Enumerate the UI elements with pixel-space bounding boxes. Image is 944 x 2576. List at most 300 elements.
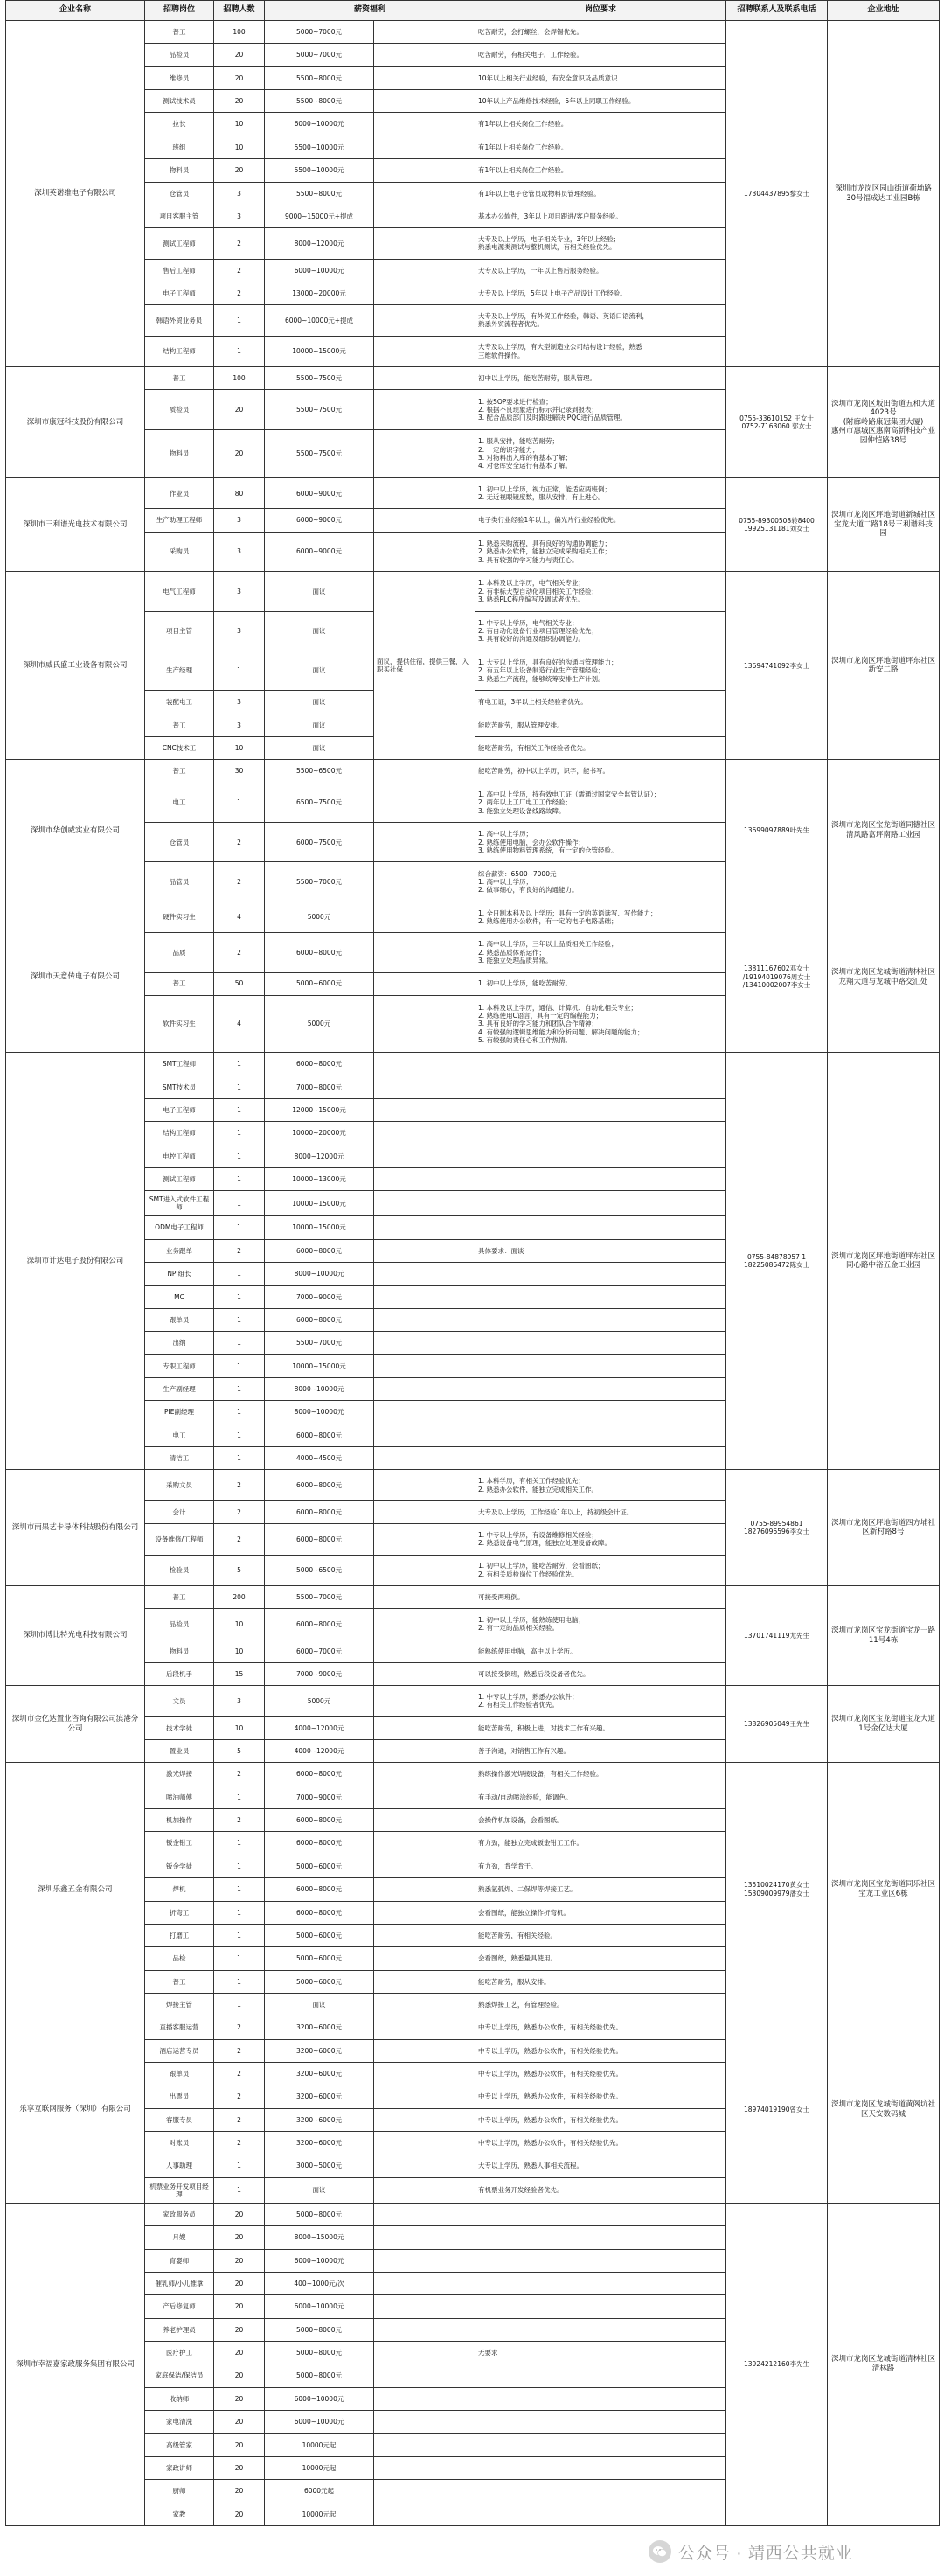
company-name: 深圳市幸福嘉家政服务集团有限公司 bbox=[6, 2203, 145, 2525]
requirement-line: 3. 熟悉PLC程序编写及调试者优先。 bbox=[478, 595, 584, 604]
job-post: 维修员 bbox=[145, 66, 214, 89]
contact-phone: 17304437895黎女士 bbox=[726, 21, 828, 367]
job-salary: 3000~5000元 bbox=[265, 2155, 374, 2177]
job-salary: 5000元 bbox=[265, 995, 374, 1052]
job-requirements bbox=[475, 1947, 726, 1970]
requirement-line: 有1年以上相关岗位工作经验。 bbox=[478, 166, 568, 175]
job-salary: 5000~8000元 bbox=[265, 2318, 374, 2341]
requirement-line: 能吃苦耐劳，有相关工作经验者优先。 bbox=[478, 743, 590, 752]
job-requirements bbox=[475, 2387, 726, 2410]
job-salary: 7000~9000元 bbox=[265, 1786, 374, 1808]
job-requirements bbox=[475, 1855, 726, 1877]
job-requirements bbox=[475, 1640, 726, 1662]
job-salary: 6000~8000元 bbox=[265, 1424, 374, 1446]
requirement-line: 5. 有较强的责任心和工作热情。 bbox=[478, 1036, 573, 1045]
requirement-line: 大专及以上学历，工作经验1年以上，持初级会计证。 bbox=[478, 1507, 634, 1516]
job-salary: 6000~8000元 bbox=[265, 1524, 374, 1555]
job-benefit-empty bbox=[374, 783, 475, 822]
job-post: 跟单员 bbox=[145, 2063, 214, 2085]
job-benefit-empty bbox=[374, 532, 475, 571]
job-count: 15 bbox=[214, 1662, 265, 1685]
requirement-line: 2. 熟悉品质体系运作； bbox=[478, 948, 546, 957]
job-count: 20 bbox=[214, 2342, 265, 2364]
job-benefit-empty bbox=[374, 823, 475, 862]
job-requirements bbox=[475, 1524, 726, 1555]
table-row bbox=[6, 1470, 940, 1500]
job-benefit-empty bbox=[374, 2456, 475, 2479]
job-salary: 5000元 bbox=[265, 1686, 374, 1716]
requirement-line: 大专及以上学历，5年以上电子产品设计工作经验。 bbox=[478, 289, 627, 297]
requirement-line: 熟悉氩弧焊、二保焊等焊接工艺。 bbox=[478, 1885, 577, 1894]
job-count: 1 bbox=[214, 1285, 265, 1308]
company-address: 深圳市龙岗区龙城街道黄阁坑社区天安数码城 bbox=[828, 2016, 940, 2204]
job-benefit-empty bbox=[374, 1500, 475, 1523]
job-benefit-empty bbox=[374, 2249, 475, 2272]
job-count: 2 bbox=[214, 2063, 265, 2085]
job-benefit-empty bbox=[374, 1191, 475, 1216]
job-benefit-empty bbox=[374, 2016, 475, 2039]
job-count: 2 bbox=[214, 1763, 265, 1786]
job-post: 酒店运营专员 bbox=[145, 2039, 214, 2062]
job-salary: 5500~8000元 bbox=[265, 182, 374, 205]
job-salary: 5500~8000元 bbox=[265, 66, 374, 89]
job-count: 1 bbox=[214, 1354, 265, 1377]
job-count: 20 bbox=[214, 90, 265, 113]
job-requirements bbox=[475, 2155, 726, 2177]
job-requirements bbox=[475, 2480, 726, 2503]
job-count: 20 bbox=[214, 66, 265, 89]
job-benefit-empty bbox=[374, 1970, 475, 1993]
job-post: 设备维修/工程师 bbox=[145, 1524, 214, 1555]
requirement-line: 3. 能独立处理设备线路故障。 bbox=[478, 806, 566, 815]
requirement-line: 中专以上学历，熟悉办公软件，有相关经验优先。 bbox=[478, 2139, 623, 2148]
requirement-line: 中专以上学历，熟悉办公软件，有相关经验优先。 bbox=[478, 2023, 623, 2032]
job-salary: 5000~6000元 bbox=[265, 972, 374, 995]
job-post: 普工 bbox=[145, 1585, 214, 1608]
job-post: 育婴师 bbox=[145, 2249, 214, 2272]
job-salary: 8000~10000元 bbox=[265, 1378, 374, 1401]
job-post: 普工 bbox=[145, 367, 214, 390]
job-count: 5 bbox=[214, 1740, 265, 1763]
contact-phone: 13694741092李女士 bbox=[726, 572, 828, 760]
job-benefit-empty bbox=[374, 1263, 475, 1285]
job-salary: 10000元起 bbox=[265, 2433, 374, 2456]
job-post: 催乳师/小儿推拿 bbox=[145, 2273, 214, 2295]
job-benefit-empty bbox=[374, 182, 475, 205]
job-salary: 6000~9000元 bbox=[265, 532, 374, 571]
job-post: 置业员 bbox=[145, 1740, 214, 1763]
job-count: 20 bbox=[214, 390, 265, 429]
job-count: 3 bbox=[214, 205, 265, 227]
job-salary: 面议 bbox=[265, 736, 374, 759]
requirement-line: 熟悉外贸流程者优先。 bbox=[478, 320, 545, 329]
requirement-line: 综合薪资：6500~7000元 bbox=[478, 869, 557, 878]
job-salary: 13000~20000元 bbox=[265, 282, 374, 304]
job-salary: 6000~10000元 bbox=[265, 259, 374, 282]
job-requirements bbox=[475, 509, 726, 532]
job-benefit-empty bbox=[374, 1993, 475, 2016]
requirement-line: 可以接受倒班，熟悉后段设备者优先。 bbox=[478, 1669, 590, 1678]
requirement-line: 2. 熟练使用办公软件，有一定的电子电路基础； bbox=[478, 916, 618, 925]
job-benefit-empty bbox=[374, 2318, 475, 2341]
job-salary: 6000~10000元 bbox=[265, 2387, 374, 2410]
job-salary: 5000~8000元 bbox=[265, 2364, 374, 2387]
job-benefit-empty bbox=[374, 2039, 475, 2062]
job-requirements bbox=[475, 1786, 726, 1808]
company-name: 深圳市金亿达置业咨询有限公司滨港分公司 bbox=[6, 1686, 145, 1763]
job-requirements bbox=[475, 1500, 726, 1523]
job-benefit-empty bbox=[374, 136, 475, 158]
job-requirements bbox=[475, 1168, 726, 1191]
job-count: 1 bbox=[214, 1263, 265, 1285]
job-count: 100 bbox=[214, 21, 265, 44]
job-count: 3 bbox=[214, 714, 265, 736]
requirement-line: 2. 有自动化设备行业项目管理经验优先； bbox=[478, 627, 599, 636]
requirement-line: 大专及以上学历，有大型制造业公司结构设计经验，熟悉 bbox=[478, 343, 642, 352]
job-benefit-empty bbox=[374, 1145, 475, 1167]
job-salary: 8000~10000元 bbox=[265, 1263, 374, 1285]
job-salary: 面议 bbox=[265, 572, 374, 611]
job-count: 1 bbox=[214, 1145, 265, 1167]
requirement-line: 2. 熟练使用电脑，会办公软件操作； bbox=[478, 838, 586, 846]
table-body bbox=[6, 21, 940, 2526]
job-count: 1 bbox=[214, 1168, 265, 1191]
header-count: 招聘人数 bbox=[214, 1, 265, 21]
job-requirements bbox=[475, 390, 726, 429]
job-requirements bbox=[475, 2132, 726, 2155]
job-salary: 6000~10000元 bbox=[265, 2249, 374, 2272]
requirement-line: 基本办公软件，3年以上项目跟进/客户服务经验。 bbox=[478, 212, 622, 220]
job-post: 后段机手 bbox=[145, 1662, 214, 1685]
company-name: 深圳英诺维电子有限公司 bbox=[6, 21, 145, 367]
requirement-line: 有机票业务开发经验者优先。 bbox=[478, 2186, 564, 2195]
table-row bbox=[6, 902, 940, 932]
job-salary: 5500~6500元 bbox=[265, 760, 374, 783]
job-salary: 10000~13000元 bbox=[265, 1168, 374, 1191]
job-benefit-empty bbox=[374, 159, 475, 182]
company-address: 深圳市龙岗区宝龙街道宝龙一路11号4栋 bbox=[828, 1585, 940, 1685]
job-benefit-empty bbox=[374, 66, 475, 89]
requirement-line: 大专及以上学历，电子相关专业，3年以上经验； bbox=[478, 235, 621, 244]
job-salary: 5500~7500元 bbox=[265, 429, 374, 477]
header-requirements: 岗位要求 bbox=[475, 1, 726, 21]
job-post: 会计 bbox=[145, 1500, 214, 1523]
requirement-line: 吃苦耐劳，会打螺丝，会焊锡优先。 bbox=[478, 27, 584, 36]
job-requirements bbox=[475, 336, 726, 366]
requirement-line: 1. 初中以上学历，能熟练使用电脑； bbox=[478, 1616, 586, 1625]
job-requirements bbox=[475, 66, 726, 89]
job-post: 普工 bbox=[145, 21, 214, 44]
job-benefit-empty bbox=[374, 1786, 475, 1808]
requirement-line: 中专以上学历，熟悉办公软件，有相关经验优先。 bbox=[478, 2092, 623, 2101]
job-requirements bbox=[475, 1585, 726, 1608]
job-salary: 3200~6000元 bbox=[265, 2085, 374, 2108]
job-requirements bbox=[475, 1424, 726, 1446]
job-benefit-empty bbox=[374, 1308, 475, 1331]
requirement-line: 善于沟通，对销售工作有兴趣。 bbox=[478, 1747, 571, 1756]
job-count: 4 bbox=[214, 902, 265, 932]
contact-phone: 18974019190曾女士 bbox=[726, 2016, 828, 2204]
company-name: 深圳市雨果艺卡导体科技股份有限公司 bbox=[6, 1470, 145, 1585]
job-post: 电气工程师 bbox=[145, 572, 214, 611]
job-post: 物料员 bbox=[145, 429, 214, 477]
job-requirements bbox=[475, 2249, 726, 2272]
job-count: 1 bbox=[214, 1098, 265, 1121]
requirement-line: 4. 有较强的逻辑思维能力和分析问题、解决问题的能力； bbox=[478, 1027, 644, 1036]
job-post: SMT工程师 bbox=[145, 1053, 214, 1076]
job-salary: 5000~7000元 bbox=[265, 44, 374, 66]
requirement-line: 熟悉焊接工艺，有管理经验。 bbox=[478, 2000, 564, 2009]
job-count: 1 bbox=[214, 1122, 265, 1145]
job-benefit-empty bbox=[374, 2226, 475, 2249]
contact-phone: 0755-89300508转8400 19925131181刘女士 bbox=[726, 478, 828, 572]
contact-phone: 0755-84878957 1 18225086472陈女士 bbox=[726, 1053, 828, 1470]
job-post: 物料员 bbox=[145, 159, 214, 182]
header-post: 招聘岗位 bbox=[145, 1, 214, 21]
job-salary: 5500~8000元 bbox=[265, 90, 374, 113]
job-requirements bbox=[475, 933, 726, 972]
job-requirements bbox=[475, 429, 726, 477]
job-post: 项目客服主管 bbox=[145, 205, 214, 227]
job-post: 直播客服运营 bbox=[145, 2016, 214, 2039]
contact-phone: 13826905049王先生 bbox=[726, 1686, 828, 1763]
job-count: 30 bbox=[214, 760, 265, 783]
job-post: 出票员 bbox=[145, 2085, 214, 2108]
job-count: 1 bbox=[214, 1191, 265, 1216]
job-benefit-empty bbox=[374, 205, 475, 227]
job-salary: 6000~10000元 bbox=[265, 113, 374, 136]
job-salary: 6000~10000元 bbox=[265, 2411, 374, 2433]
requirement-line: 大专及以上学历，有外贸工作经验，韩语、英语口语流利， bbox=[478, 312, 649, 321]
table-header-row bbox=[6, 1, 940, 21]
table-row bbox=[6, 1053, 940, 1076]
job-requirements bbox=[475, 2503, 726, 2525]
job-benefit-empty bbox=[374, 90, 475, 113]
job-count: 20 bbox=[214, 2249, 265, 2272]
job-post: 电控工程师 bbox=[145, 1145, 214, 1167]
company-name: 深圳市威氏盛工业设备有限公司 bbox=[6, 572, 145, 760]
job-count: 20 bbox=[214, 2387, 265, 2410]
job-benefit-empty bbox=[374, 2273, 475, 2295]
requirement-line: 会操作机加设备，会看图纸。 bbox=[478, 1816, 564, 1825]
requirement-line: 2. 两年以上工厂电工工作经验； bbox=[478, 798, 573, 807]
job-count: 1 bbox=[214, 1308, 265, 1331]
job-post: 普工 bbox=[145, 714, 214, 736]
job-count: 2 bbox=[214, 2016, 265, 2039]
job-benefit-empty bbox=[374, 1609, 475, 1640]
job-count: 1 bbox=[214, 1378, 265, 1401]
wechat-icon bbox=[649, 2540, 671, 2563]
job-benefit-empty bbox=[374, 760, 475, 783]
job-requirements bbox=[475, 228, 726, 259]
job-post: 电工 bbox=[145, 1424, 214, 1446]
job-count: 20 bbox=[214, 2226, 265, 2249]
header-company: 企业名称 bbox=[6, 1, 145, 21]
job-count: 3 bbox=[214, 572, 265, 611]
job-requirements bbox=[475, 1809, 726, 1832]
job-requirements bbox=[475, 367, 726, 390]
job-post: 测试技术员 bbox=[145, 90, 214, 113]
job-benefit-empty bbox=[374, 1855, 475, 1877]
job-benefit-empty bbox=[374, 1401, 475, 1424]
job-benefit-empty bbox=[374, 1585, 475, 1608]
header-contact: 招聘联系人及联系电话 bbox=[726, 1, 828, 21]
requirement-line: 具体要求：面谈 bbox=[478, 1246, 524, 1255]
recruitment-table bbox=[5, 0, 940, 2526]
requirement-line: 有电工证，3年以上相关经验者优先。 bbox=[478, 698, 587, 707]
job-count: 50 bbox=[214, 972, 265, 995]
job-salary: 8000~10000元 bbox=[265, 1401, 374, 1424]
job-requirements bbox=[475, 2063, 726, 2085]
job-benefit-empty bbox=[374, 2387, 475, 2410]
requirement-line: 初中以上学历，能吃苦耐劳，服从管理。 bbox=[478, 374, 597, 383]
job-benefit-empty bbox=[374, 336, 475, 366]
job-salary: 3200~6000元 bbox=[265, 2063, 374, 2085]
job-benefit-empty bbox=[374, 390, 475, 429]
job-count: 100 bbox=[214, 367, 265, 390]
requirement-line: 能熟练使用电脑，高中以上学历。 bbox=[478, 1647, 577, 1655]
job-post: 软件实习生 bbox=[145, 995, 214, 1052]
job-count: 20 bbox=[214, 429, 265, 477]
job-benefit-empty bbox=[374, 1354, 475, 1377]
job-requirements bbox=[475, 1878, 726, 1901]
requirement-line: 1. 高中以上学历，三年以上品质相关工作经验； bbox=[478, 940, 618, 949]
job-post: 结构工程师 bbox=[145, 1122, 214, 1145]
job-salary: 3200~6000元 bbox=[265, 2108, 374, 2131]
job-requirements bbox=[475, 572, 726, 611]
job-salary: 5000~6000元 bbox=[265, 1855, 374, 1877]
job-count: 2 bbox=[214, 933, 265, 972]
requirement-line: 有1年以上相关岗位工作经验。 bbox=[478, 143, 568, 151]
job-salary: 6000~8000元 bbox=[265, 1878, 374, 1901]
job-requirements bbox=[475, 2433, 726, 2456]
job-requirements bbox=[475, 1263, 726, 1285]
job-post: 家政服务员 bbox=[145, 2203, 214, 2225]
job-post: 客服专员 bbox=[145, 2108, 214, 2131]
job-requirements bbox=[475, 902, 726, 932]
job-salary: 8000~15000元 bbox=[265, 2226, 374, 2249]
job-post: 售后工程师 bbox=[145, 259, 214, 282]
requirement-line: 1. 本科及以上学历，通信、计算机、自动化相关专业； bbox=[478, 1003, 638, 1012]
requirement-line: 4. 对仓库安全运行有基本了解。 bbox=[478, 462, 573, 470]
company-address: 深圳市龙岗区坂田街道五和大道4023号 (附廊岭路康冠集团大厦) 惠州市惠城区惠南高新科技产业园仲恺路38号 bbox=[828, 367, 940, 478]
job-salary: 6000~10000元+提成 bbox=[265, 305, 374, 336]
job-count: 1 bbox=[214, 1901, 265, 1924]
job-requirements bbox=[475, 1662, 726, 1685]
job-benefit-empty bbox=[374, 1740, 475, 1763]
job-requirements bbox=[475, 1970, 726, 1993]
job-post: 测试工程师 bbox=[145, 228, 214, 259]
requirement-line: 10年以上产品维修技术经验，5年以上同职工作经验。 bbox=[478, 97, 635, 106]
job-post: 养老护理员 bbox=[145, 2318, 214, 2341]
requirement-line: 1. 初中以上学历，能吃苦耐劳，会看图纸； bbox=[478, 1562, 605, 1570]
job-salary: 4000~12000元 bbox=[265, 1716, 374, 1739]
table-row bbox=[6, 2016, 940, 2039]
job-count: 1 bbox=[214, 1401, 265, 1424]
job-post: 品检 bbox=[145, 1947, 214, 1970]
job-post: 清洁工 bbox=[145, 1447, 214, 1470]
job-requirements bbox=[475, 136, 726, 158]
header-address: 企业地址 bbox=[828, 1, 940, 21]
company-name: 深圳乐鑫五金有限公司 bbox=[6, 1763, 145, 2016]
job-count: 10 bbox=[214, 113, 265, 136]
job-salary: 12000~15000元 bbox=[265, 1098, 374, 1121]
job-benefit-empty bbox=[374, 1686, 475, 1716]
requirement-line: 1. 中专以上学历，电气相关专业； bbox=[478, 618, 579, 627]
job-count: 3 bbox=[214, 532, 265, 571]
job-requirements bbox=[475, 113, 726, 136]
job-requirements bbox=[475, 1053, 726, 1076]
job-count: 200 bbox=[214, 1585, 265, 1608]
job-requirements bbox=[475, 691, 726, 714]
job-count: 1 bbox=[214, 1424, 265, 1446]
job-post: 出纳 bbox=[145, 1332, 214, 1354]
requirement-line: 1. 熟悉采购流程，具有良好的沟通协调能力； bbox=[478, 539, 612, 547]
job-count: 1 bbox=[214, 1786, 265, 1808]
job-post: 喷油师傅 bbox=[145, 1786, 214, 1808]
job-count: 1 bbox=[214, 1993, 265, 2016]
job-benefit-empty bbox=[374, 305, 475, 336]
job-salary: 5500~10000元 bbox=[265, 159, 374, 182]
job-salary: 6000元起 bbox=[265, 2480, 374, 2503]
job-count: 2 bbox=[214, 2039, 265, 2062]
job-benefit-empty bbox=[374, 1555, 475, 1585]
requirement-line: 熟练操作激光焊接设备，有相关工作经验。 bbox=[478, 1770, 603, 1779]
job-benefit-empty bbox=[374, 1378, 475, 1401]
job-benefit-empty bbox=[374, 1809, 475, 1832]
job-post: 生产助理工程师 bbox=[145, 509, 214, 532]
job-benefit-empty bbox=[374, 972, 475, 995]
requirement-line: 中专以上学历，熟悉办公软件，有相关经验优先。 bbox=[478, 2046, 623, 2055]
job-salary: 6000~9000元 bbox=[265, 509, 374, 532]
job-benefit-empty bbox=[374, 2295, 475, 2318]
company-name: 乐享互联网服务（深圳）有限公司 bbox=[6, 2016, 145, 2204]
job-requirements bbox=[475, 760, 726, 783]
requirement-line: 会看图纸，能独立操作折弯机。 bbox=[478, 1908, 571, 1917]
job-post: 硬件实习生 bbox=[145, 902, 214, 932]
job-salary: 6000~7500元 bbox=[265, 823, 374, 862]
job-salary: 5500~7000元 bbox=[265, 1585, 374, 1608]
job-benefit-empty bbox=[374, 1901, 475, 1924]
job-post: 结构工程师 bbox=[145, 336, 214, 366]
job-benefit-empty bbox=[374, 1640, 475, 1662]
job-requirements bbox=[475, 1191, 726, 1216]
job-salary: 8000~12000元 bbox=[265, 228, 374, 259]
job-requirements bbox=[475, 823, 726, 862]
job-benefit-empty bbox=[374, 2063, 475, 2085]
job-post: 跟单员 bbox=[145, 1308, 214, 1331]
job-post: 文员 bbox=[145, 1686, 214, 1716]
job-requirements bbox=[475, 995, 726, 1052]
job-requirements bbox=[475, 1447, 726, 1470]
job-post: 收纳师 bbox=[145, 2387, 214, 2410]
job-post: 机加操作 bbox=[145, 1809, 214, 1832]
job-count: 1 bbox=[214, 2155, 265, 2177]
requirement-line: 中专以上学历，熟悉办公软件，有相关经验优先。 bbox=[478, 2115, 623, 2124]
job-post: 高级管家 bbox=[145, 2433, 214, 2456]
job-post: 品检员 bbox=[145, 44, 214, 66]
requirement-line: 3. 熟练使用物料管理系统，有一定的仓管经验。 bbox=[478, 846, 618, 854]
job-requirements bbox=[475, 1354, 726, 1377]
job-post: 产后修复师 bbox=[145, 2295, 214, 2318]
company-name: 深圳市三利谱光电技术有限公司 bbox=[6, 478, 145, 572]
job-benefit-empty bbox=[374, 228, 475, 259]
job-benefit-empty bbox=[374, 1524, 475, 1555]
job-salary: 4000~12000元 bbox=[265, 1740, 374, 1763]
job-benefit-empty bbox=[374, 2503, 475, 2525]
job-count: 10 bbox=[214, 1609, 265, 1640]
requirement-line: 3. 具有良好的学习能力和团队合作精神； bbox=[478, 1020, 599, 1028]
